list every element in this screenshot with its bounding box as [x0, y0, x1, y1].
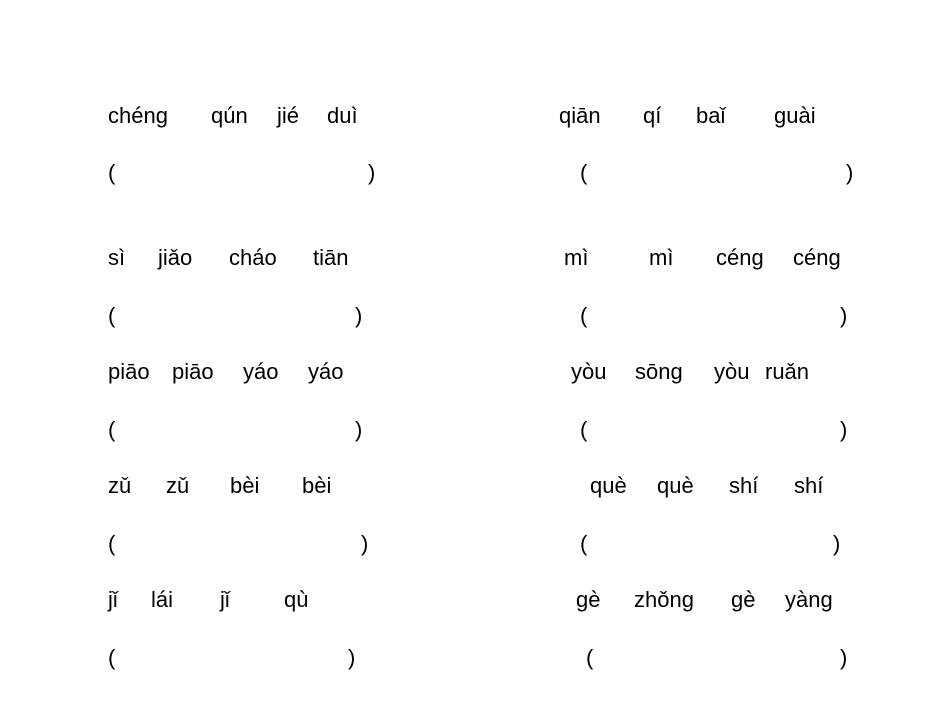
answer-open-paren: (: [108, 417, 116, 442]
pinyin-syllable: jié: [277, 103, 300, 128]
answer-close-paren: ): [840, 303, 848, 328]
pinyin-syllable: gè: [576, 587, 601, 612]
pinyin-syllable: sì: [108, 245, 126, 270]
answer-close-paren: ): [361, 531, 369, 556]
answer-open-paren: (: [580, 417, 588, 442]
answer-close-paren: ): [355, 303, 363, 328]
answer-close-paren: ): [840, 645, 848, 670]
pinyin-syllable: gè: [731, 587, 756, 612]
answer-close-paren: ): [833, 531, 841, 556]
answer-close-paren: ): [355, 417, 363, 442]
pinyin-syllable: zǔ: [108, 473, 132, 498]
pinyin-syllable: piāo: [108, 359, 150, 384]
answer-close-paren: ): [348, 645, 356, 670]
answer-open-paren: (: [586, 645, 594, 670]
pinyin-syllable: qù: [284, 587, 309, 612]
pinyin-syllable: duì: [327, 103, 358, 128]
pinyin-syllable: zǔ: [166, 473, 190, 498]
answer-open-paren: (: [108, 531, 116, 556]
pinyin-syllable: cháo: [229, 245, 277, 270]
pinyin-syllable: guài: [774, 103, 816, 128]
pinyin-syllable: yáo: [308, 359, 344, 384]
pinyin-syllable: chéng: [108, 103, 168, 128]
pinyin-syllable: qiān: [559, 103, 601, 128]
pinyin-syllable: céng: [716, 245, 764, 270]
pinyin-syllable: céng: [793, 245, 841, 270]
pinyin-syllable: bèi: [230, 473, 260, 498]
answer-open-paren: (: [108, 303, 116, 328]
pinyin-syllable: yòu: [571, 359, 607, 384]
pinyin-syllable: baǐ: [696, 103, 726, 128]
answer-open-paren: (: [108, 160, 116, 185]
pinyin-syllable: jǐ: [108, 587, 118, 612]
answer-open-paren: (: [108, 645, 116, 670]
pinyin-syllable: sōng: [635, 359, 683, 384]
pinyin-syllable: què: [590, 473, 627, 498]
answer-close-paren: ): [840, 417, 848, 442]
pinyin-syllable: yòu: [714, 359, 750, 384]
pinyin-syllable: qí: [643, 103, 662, 128]
pinyin-syllable: qún: [211, 103, 248, 128]
pinyin-syllable: mì: [649, 245, 674, 270]
answer-close-paren: ): [846, 160, 854, 185]
pinyin-syllable: què: [657, 473, 694, 498]
pinyin-syllable: shí: [794, 473, 824, 498]
answer-close-paren: ): [368, 160, 376, 185]
pinyin-syllable: lái: [151, 587, 174, 612]
answer-open-paren: (: [580, 531, 588, 556]
pinyin-syllable: mì: [564, 245, 589, 270]
pinyin-syllable: yàng: [785, 587, 833, 612]
answer-open-paren: (: [580, 303, 588, 328]
pinyin-syllable: ruǎn: [765, 359, 810, 384]
pinyin-syllable: zhǒng: [634, 587, 694, 612]
pinyin-syllable: piāo: [172, 359, 214, 384]
pinyin-syllable: bèi: [302, 473, 332, 498]
answer-open-paren: (: [580, 160, 588, 185]
pinyin-syllable: jiǎo: [158, 245, 193, 270]
pinyin-syllable: jǐ: [220, 587, 230, 612]
pinyin-syllable: shí: [729, 473, 759, 498]
pinyin-syllable: tiān: [313, 245, 349, 270]
pinyin-syllable: yáo: [243, 359, 279, 384]
